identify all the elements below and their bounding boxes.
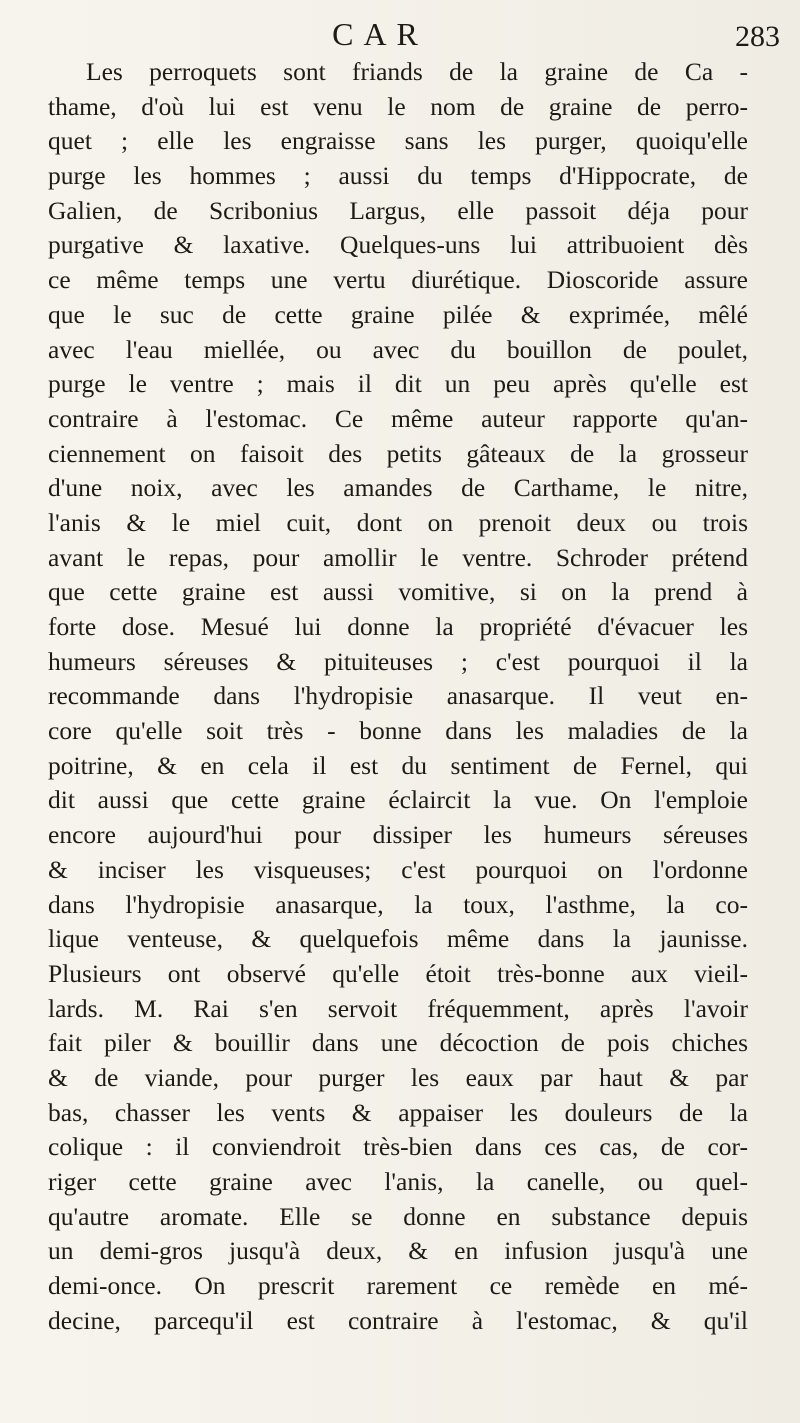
text-line: purge les hommes ; aussi du temps d'Hippocrate, de [48,161,748,191]
text-line: lique venteuse, & quelquefois même dans la jaunisse. [48,924,748,954]
text-line: un demi-gros jusqu'à deux, & en infusion jusqu'à une [48,1236,748,1266]
body-paragraph [48,55,748,1338]
text-line: & inciser les visqueuses; c'est pourquoi on l'ordonne [48,854,748,884]
text-line: forte dose. Mesué lui donne la propriété d'évacuer les [48,612,748,641]
text-line: poitrine, & en cela il est du sentiment de Fernel, qui [48,750,748,780]
text-line: que cette graine est aussi vomitive, si on la prend à [48,577,748,607]
text-line: bas, chasser les vents & appaiser les douleurs de la [48,1097,748,1127]
text-line: recommande dans l'hydropisie anasarque. Il veut en- [48,681,748,711]
text-line: demi-once. On prescrit rarement ce remède en mé- [48,1271,748,1301]
text-line: l'anis & le miel cuit, dont on prenoit deux ou trois [48,507,748,537]
text-line: purge le ventre ; mais il dit un peu après qu'elle est [48,369,748,399]
text-line: quet ; elle les engraisse sans les purger, quoiqu'elle [48,126,748,156]
text-line: d'une noix, avec les amandes de Carthame, le nitre, [48,473,748,503]
text-line: core qu'elle soit très - bonne dans les maladies de la [48,716,748,746]
text-line: fait piler & bouillir dans une décoction de pois chiches [48,1028,748,1058]
text-line: Galien, de Scribonius Largus, elle passoit déja pour [48,195,748,225]
text-line: que le suc de cette graine pilée & exprimée, mêlé [48,299,748,329]
running-title: CAR [332,16,428,52]
text-line: avec l'eau miellée, ou avec du bouillon de poulet, [48,334,748,364]
page-number: 283 [735,20,780,53]
text-line: lards. M. Rai s'en servoit fréquemment, après l'avoir [48,993,748,1023]
text-line: & de viande, pour purger les eaux par haut & par [48,1062,748,1092]
text-line: dit aussi que cette graine éclaircit la vue. On l'emploie [48,785,748,815]
text-line: purgative & laxative. Quelques-uns lui attribuoient dès [48,230,748,260]
text-line: encore aujourd'hui pour dissiper les humeurs séreuses [48,820,748,850]
text-line: Plusieurs ont observé qu'elle étoit très-bonne aux vieil- [48,958,748,988]
text-line: dans l'hydropisie anasarque, la toux, l'asthme, la co- [48,889,748,919]
text-line: contraire à l'estomac. Ce même auteur rapporte qu'an- [48,403,748,433]
text-line: humeurs séreuses & pituiteuses ; c'est pourquoi il la [48,646,748,676]
text-line: ce même temps une vertu diurétique. Dioscoride assure [48,265,748,295]
text-line: riger cette graine avec l'anis, la canelle, ou quel- [48,1167,748,1196]
text-line: thame, d'où lui est venu le nom de graine de perro- [48,91,748,121]
text-line: qu'autre aromate. Elle se donne en substance depuis [48,1201,748,1231]
text-line: Les perroquets sont friands de la graine de Ca - [86,57,748,86]
text-line: ciennement on faisoit des petits gâteaux de la grosseur [48,438,748,468]
text-line: avant le repas, pour amollir le ventre. Schroder prétend [48,542,748,572]
text-line: colique : il conviendroit très-bien dans ces cas, de cor- [48,1132,748,1162]
text-line: decine, parcequ'il est contraire à l'estomac, & qu'il [48,1305,748,1335]
